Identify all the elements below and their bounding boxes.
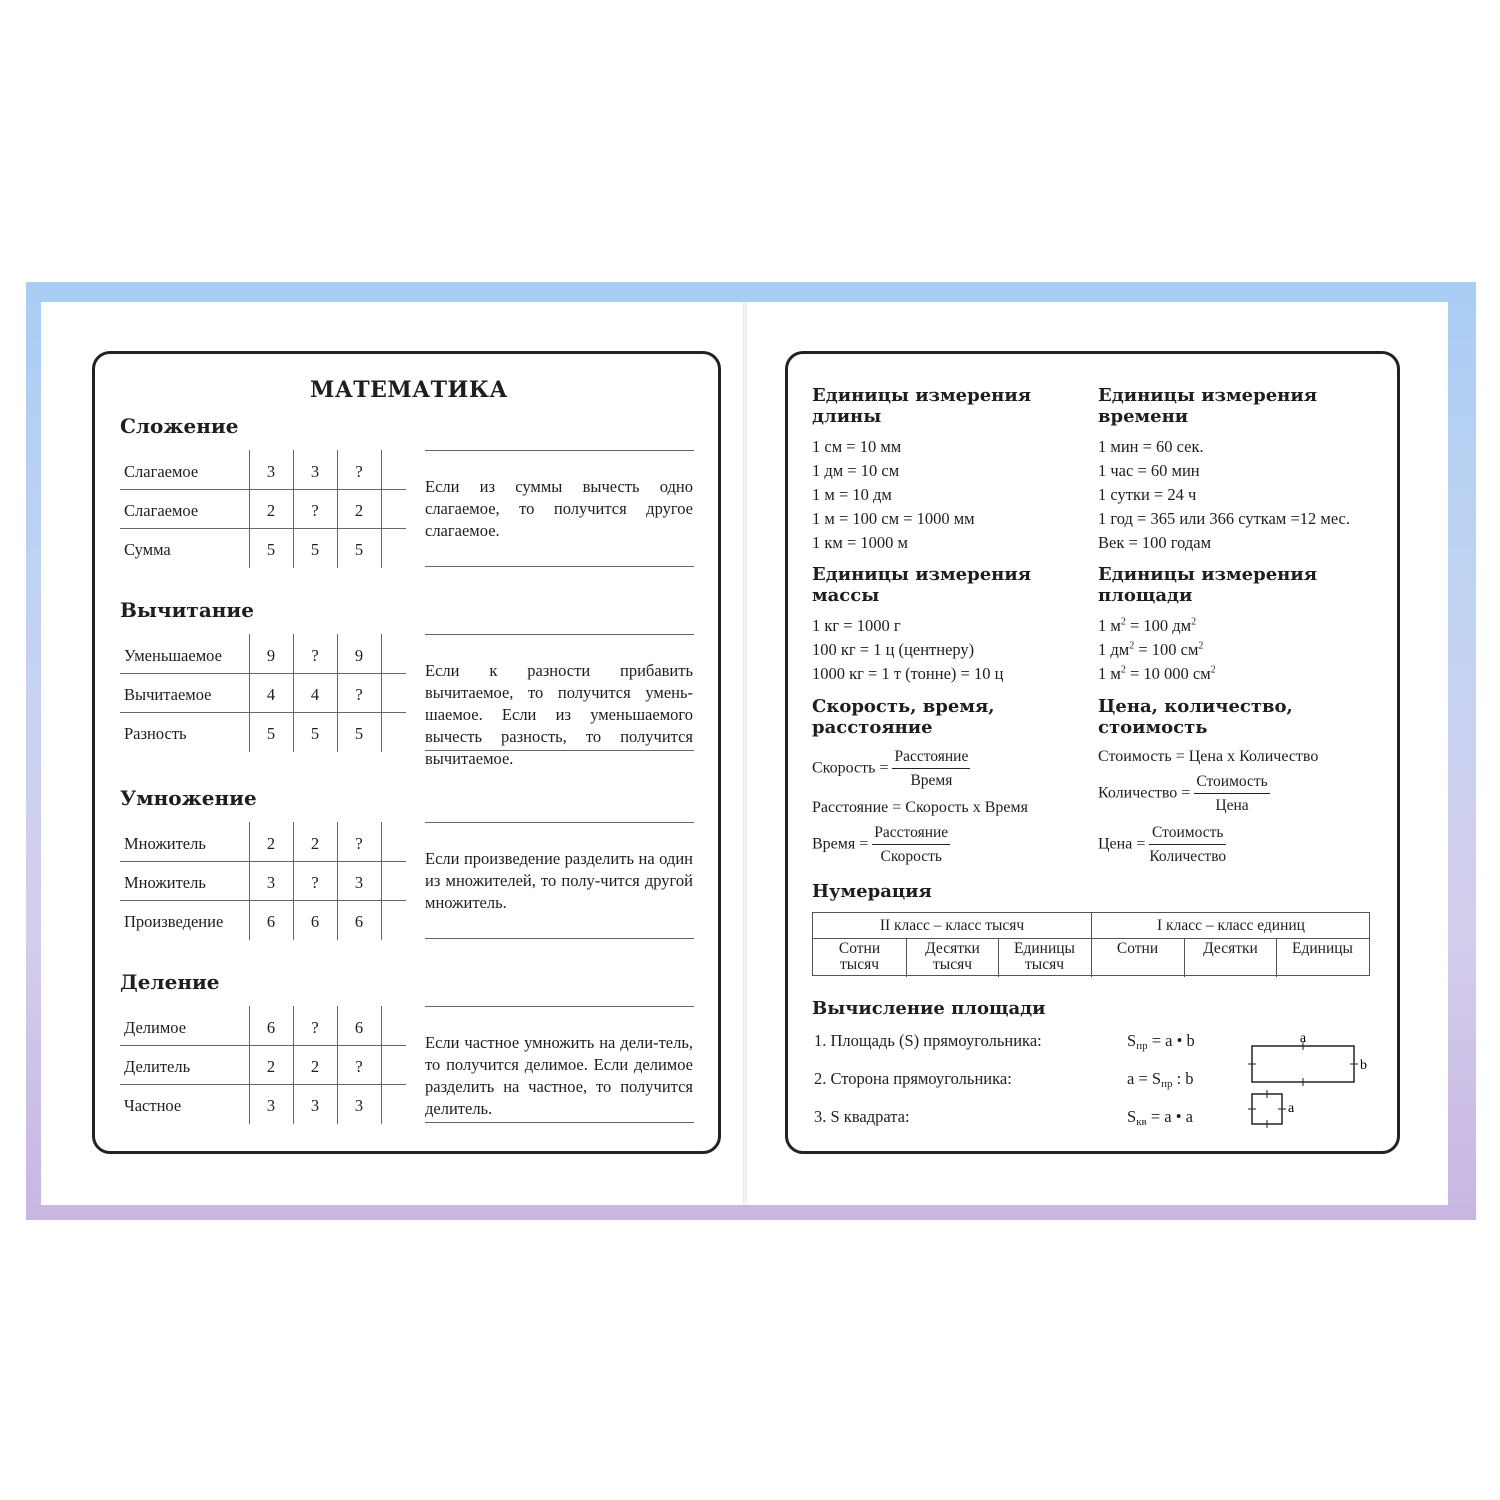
speed-formula (812, 748, 970, 790)
formula-rest: = a • a (1146, 1107, 1193, 1126)
area-calc-label: 1. Площадь (S) прямоугольника: (814, 1031, 1042, 1050)
rule-line (425, 822, 694, 823)
fraction-numerator: Расстояние (892, 748, 970, 769)
table-cell: 9 (266, 646, 276, 665)
quantity-formula (1098, 773, 1270, 815)
square-side-a: a (1288, 1101, 1295, 1116)
unit-line: 1 сутки = 24 ч (1098, 485, 1197, 504)
digit-column-label (813, 939, 906, 976)
rule-line (425, 566, 694, 567)
digit-column-line2: тысяч (1025, 956, 1064, 973)
formula-s: S (1127, 1031, 1137, 1050)
rule-line (425, 634, 694, 635)
unit-line: 100 кг = 1 ц (центнеру) (812, 640, 975, 659)
area-units-heading: Единицы измерения площади (1098, 564, 1317, 606)
formula-s: S (1127, 1107, 1137, 1126)
quantity-fraction (1194, 773, 1269, 815)
section-heading: Сложение (120, 414, 239, 438)
table-cell: 5 (310, 540, 320, 559)
unit-line: 1 м = 100 см = 1000 мм (812, 509, 975, 528)
table-cell: ? (355, 834, 363, 853)
digit-column-label (906, 939, 999, 976)
digit-column-label (1184, 939, 1277, 976)
table-cell: 6 (354, 912, 364, 931)
formula-rest: : b (1172, 1069, 1194, 1088)
table-cell: 4 (310, 685, 320, 704)
table-cell: 2 (266, 834, 276, 853)
area-unit-power: 2 (1120, 616, 1126, 628)
area-calc-formula (1127, 1031, 1195, 1052)
table-cell: 5 (266, 724, 276, 743)
table-gridline (120, 673, 406, 674)
shapes-diagram (1244, 1030, 1384, 1130)
speed-heading: Скорость, время, расстояние (812, 696, 995, 738)
unit-line: Век = 100 годам (1098, 533, 1212, 552)
table-cell: 3 (354, 873, 364, 892)
table-cell: 9 (354, 646, 364, 665)
rect-side-a: a (1299, 1031, 1307, 1046)
distance-formula: Расстояние = Скорость х Время (812, 799, 1028, 816)
fraction-denominator: Скорость (880, 848, 942, 865)
table-row-label: Вычитаемое (124, 685, 212, 704)
unit-line: 1 м = 10 дм (812, 485, 892, 504)
digit-column-line2: тысяч (840, 956, 879, 973)
formula-pre: a = S (1127, 1069, 1162, 1088)
area-calc-formula (1127, 1107, 1193, 1128)
table-cell: 2 (310, 1057, 320, 1076)
table-cell: ? (311, 1018, 319, 1037)
class-units: I класс – класс единиц (1157, 917, 1305, 934)
fraction-numerator: Стоимость (1194, 773, 1269, 794)
area-unit-power: 2 (1210, 664, 1216, 676)
price-heading: Цена, количество, стоимость (1098, 696, 1293, 738)
fraction-denominator: Количество (1149, 848, 1227, 865)
numeration-heading: Нумерация (812, 881, 932, 902)
table-row-label: Уменьшаемое (124, 646, 222, 665)
page-title: МАТЕМАТИКА (310, 377, 508, 403)
area-unit-c: = 10 000 см (1125, 664, 1211, 683)
table-gridline (120, 861, 406, 862)
square-shape (1252, 1094, 1282, 1124)
table-gridline (120, 712, 406, 713)
formula-subscript: пр (1136, 1040, 1148, 1052)
table-cell: 6 (310, 912, 320, 931)
table-gridline (120, 900, 406, 901)
area-unit-line (1098, 664, 1216, 684)
time-fraction (872, 824, 950, 866)
digit-column-label (1091, 939, 1184, 976)
table-cell: 3 (266, 873, 276, 892)
table-gridline (120, 1045, 406, 1046)
table-cell: 6 (266, 1018, 276, 1037)
table-cell: 6 (266, 912, 276, 931)
table-cell: 3 (266, 462, 276, 481)
table-cell: 2 (310, 834, 320, 853)
table-cell: 2 (266, 1057, 276, 1076)
unit-line: 1 дм = 10 см (812, 461, 900, 480)
table-cell: 2 (266, 501, 276, 520)
table-cell: 3 (354, 1096, 364, 1115)
fraction-denominator: Время (910, 772, 953, 789)
area-unit-c: = 100 дм (1125, 616, 1192, 635)
table-row-label: Множитель (124, 873, 206, 892)
table-cell: ? (311, 646, 319, 665)
rule-text: Если произведение разделить на один из множителей, то полу-чится другой множитель. (425, 849, 693, 912)
digit-column-label (998, 939, 1091, 976)
table-row-label: Частное (124, 1096, 182, 1115)
table-cell: 5 (266, 540, 276, 559)
table-gridline (381, 450, 382, 568)
mass-heading: Единицы измерения массы (812, 564, 1031, 606)
area-unit-line (1098, 640, 1203, 660)
unit-line: 1 кг = 1000 г (812, 616, 901, 635)
table-row-label: Слагаемое (124, 501, 199, 520)
table-row-label: Множитель (124, 834, 206, 853)
rule-line (425, 938, 694, 939)
rule-line (425, 1006, 694, 1007)
unit-line: 1 см = 10 мм (812, 437, 902, 456)
speed-formula-lhs: Скорость = (812, 759, 889, 777)
rule-line (425, 450, 694, 451)
fraction-numerator: Стоимость (1149, 824, 1226, 845)
area-calc-label: 3. S квадрата: (814, 1107, 910, 1126)
area-calc-label: 2. Сторона прямоугольника: (814, 1069, 1012, 1088)
digit-column-line2: тысяч (933, 956, 972, 973)
table-cell: 5 (310, 724, 320, 743)
area-unit-power: 2 (1191, 616, 1197, 628)
table-cell: 5 (354, 540, 364, 559)
table-gridline (120, 489, 406, 490)
table-cell: ? (311, 873, 319, 892)
section-heading: Деление (120, 970, 220, 994)
area-calc-formula (1127, 1069, 1194, 1090)
table-row-label: Делитель (124, 1057, 191, 1076)
time-heading: Единицы измерения времени (1098, 385, 1317, 427)
area-unit-c: = 100 см (1134, 640, 1199, 659)
digit-column-line1: Сотни (1116, 940, 1159, 957)
numeration-table (812, 912, 1370, 976)
area-unit-power: 2 (1198, 640, 1204, 652)
area-unit-power: 2 (1120, 664, 1126, 676)
fraction-numerator: Расстояние (872, 824, 950, 845)
table-cell: ? (311, 501, 319, 520)
rect-side-b: b (1360, 1058, 1367, 1073)
section-heading: Умножение (120, 786, 257, 810)
table-cell: 3 (310, 1096, 320, 1115)
digit-column-line1: Сотни (838, 940, 881, 957)
area-unit-power: 2 (1129, 640, 1135, 652)
time-formula-lhs: Время = (812, 835, 869, 853)
table-cell: 3 (310, 462, 320, 481)
area-calc-heading: Вычисление площади (812, 998, 1046, 1019)
unit-line: 1000 кг = 1 т (тонне) = 10 ц (812, 664, 1004, 683)
price-formula (1098, 824, 1226, 866)
area-unit-a: 1 м (1098, 616, 1121, 635)
table-cell: ? (355, 685, 363, 704)
table-row-label: Делимое (124, 1018, 187, 1037)
section-heading: Вычитание (120, 598, 254, 622)
table-row-label: Сумма (124, 540, 171, 559)
table-cell: 4 (266, 685, 276, 704)
speed-fraction (892, 748, 970, 790)
table-gridline (120, 528, 406, 529)
table-cell: ? (355, 1057, 363, 1076)
table-row-label: Произведение (124, 912, 224, 931)
quantity-formula-lhs: Количество = (1098, 784, 1191, 802)
price-fraction (1149, 824, 1226, 866)
formula-subscript: пр (1161, 1078, 1173, 1090)
fraction-denominator: Цена (1215, 797, 1249, 814)
unit-line: 1 мин = 60 сек. (1098, 437, 1204, 456)
table-gridline (120, 1084, 406, 1085)
cost-formula: Стоимость = Цена х Количество (1098, 748, 1319, 765)
digit-column-line1: Единицы (1292, 940, 1353, 957)
table-row-label: Разность (124, 724, 187, 743)
rule-text: Если частное умножить на дели-тель, то получится делимое. Если делимое разделить на частное, то получится делитель. (425, 1033, 693, 1118)
table-cell: ? (355, 462, 363, 481)
rule-line (425, 1122, 694, 1123)
rule-text: Если к разности прибавить вычитаемое, то получится умень-шаемое. Если из уменьшаемого вычесть разность, то получится вычитаемое. (425, 661, 693, 768)
table-gridline (381, 634, 382, 752)
table-row-label: Слагаемое (124, 462, 199, 481)
class-thousands: II класс – класс тысяч (879, 917, 1025, 934)
digit-column-label (1276, 939, 1369, 976)
digit-column-line1: Единицы (1014, 940, 1075, 957)
rectangle-shape (1252, 1046, 1354, 1082)
price-formula-lhs: Цена = (1098, 835, 1146, 853)
digit-column-line1: Десятки (1203, 940, 1258, 957)
digit-column-line1: Десятки (925, 940, 980, 957)
rule-text: Если из суммы вычесть одно слагаемое, то получится другое слагаемое. (425, 477, 693, 540)
spine (743, 302, 747, 1205)
table-gridline (381, 1006, 382, 1124)
unit-line: 1 км = 1000 м (812, 533, 908, 552)
unit-line: 1 год = 365 или 366 суткам =12 мес. (1098, 509, 1351, 528)
table-cell: 6 (354, 1018, 364, 1037)
area-unit-line (1098, 616, 1196, 636)
unit-line: 1 час = 60 мин (1098, 461, 1200, 480)
formula-rest: = a • b (1147, 1031, 1195, 1050)
table-cell: 2 (354, 501, 364, 520)
table-cell: 3 (266, 1096, 276, 1115)
table-cell: 5 (354, 724, 364, 743)
table-gridline (381, 822, 382, 940)
area-unit-a: 1 м (1098, 664, 1121, 683)
area-unit-a: 1 дм (1098, 640, 1130, 659)
length-heading: Единицы измерения длины (812, 385, 1031, 427)
formula-subscript: кв (1136, 1116, 1147, 1128)
time-formula (812, 824, 950, 866)
